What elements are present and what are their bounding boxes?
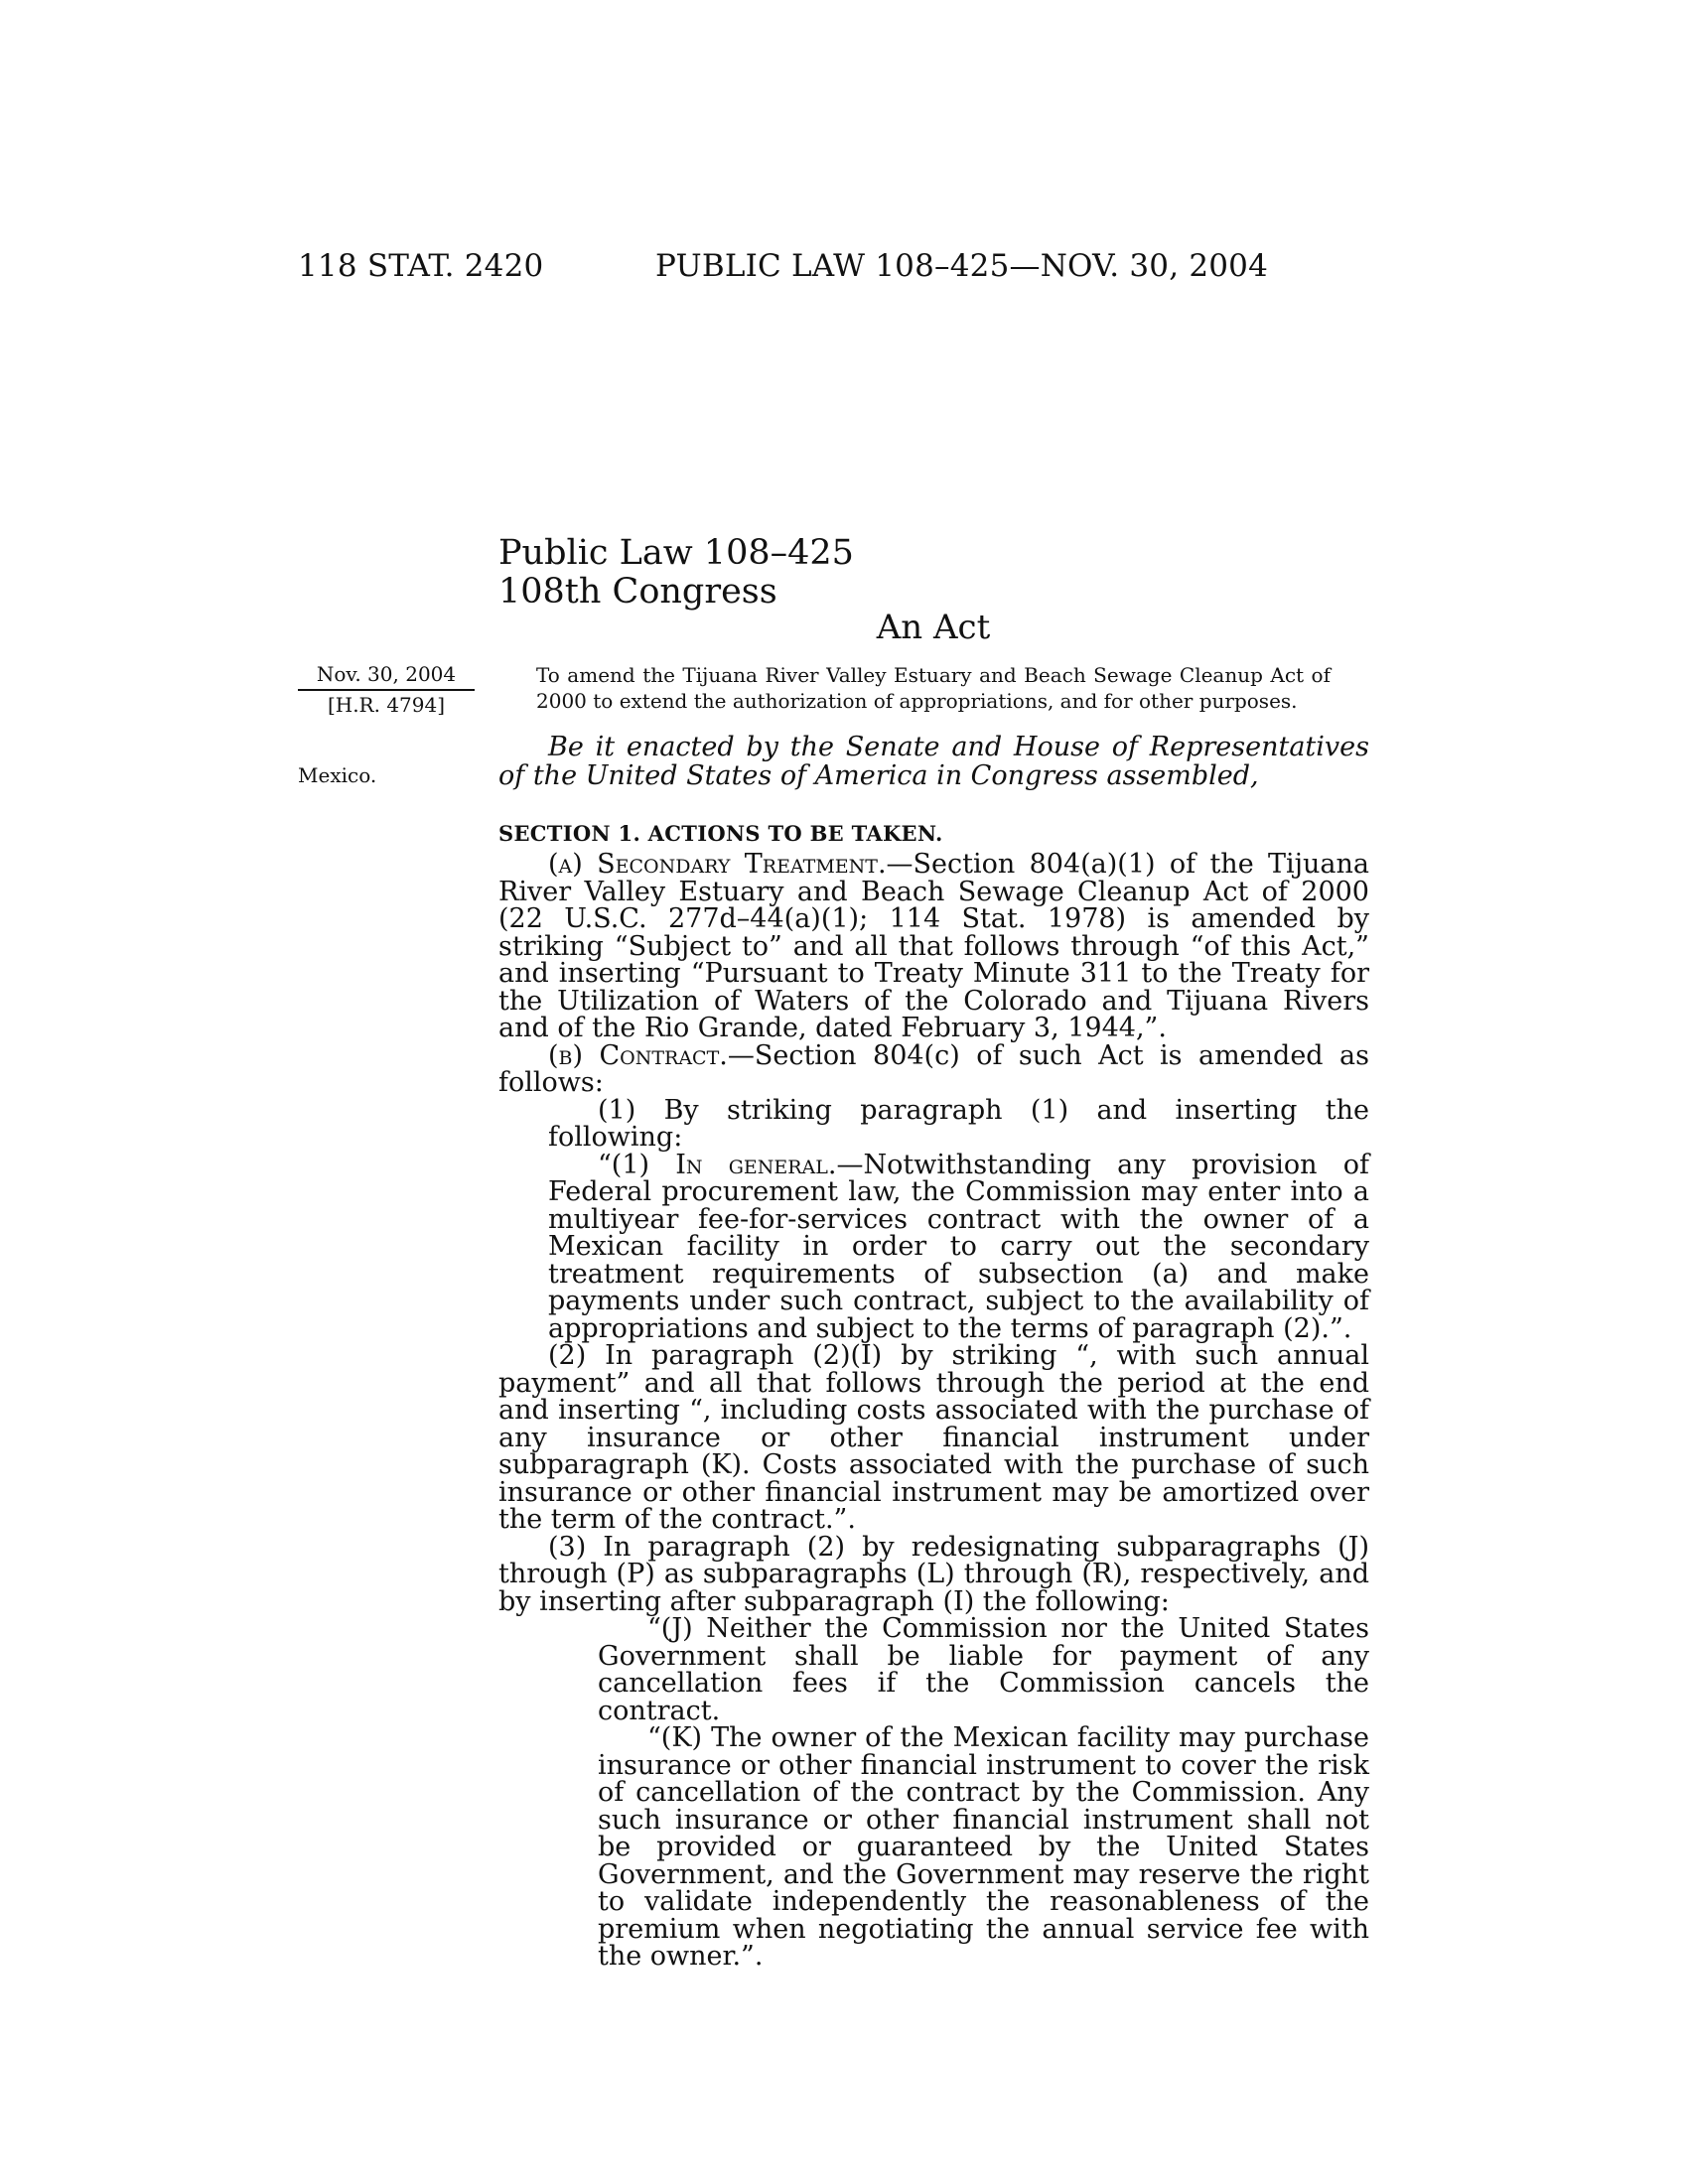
law-title-block xyxy=(498,534,854,612)
subsection-a xyxy=(498,851,1369,1042)
margin-note-mexico: Mexico. xyxy=(298,763,377,787)
subsection-b-heading: (b) Contract. xyxy=(548,1039,728,1071)
quoted-subparagraph-k: “(K) The owner of the Mexican facility may purchase insurance or other financial instrument to cover the risk of cancellation of the contract by the Commission. Any such insurance or other financial instrument shall not be provided or guaranteed by the United States Government, and the Government may reserve the right to validate independently the reasonableness of the premium when negotiating the annual service fee with the owner.”. xyxy=(598,1722,1369,1972)
margin-date: Nov. 30, 2004 xyxy=(316,662,457,686)
section-body xyxy=(498,851,1369,1971)
quoted-paragraph-1 xyxy=(498,1149,1369,1344)
margin-bill-number: [H.R. 4794] xyxy=(327,693,446,717)
quoted-paragraph-1-text: —Notwithstanding any provision of Federal procurement law, the Commission may enter into a multiyear fee-for-services contract with the owner of a Mexican facility in order to carry out the secondary treatment requirements of subsection (a) and make payments under such contract, subject to the availability of appropriations and subject to the terms of paragraph (2).”. xyxy=(548,1149,1369,1344)
an-act-heading: An Act xyxy=(876,608,991,647)
stat-page-number: 118 STAT. 2420 xyxy=(298,248,544,284)
law-number: Public Law 108–425 xyxy=(498,533,854,573)
congress-number: 108th Congress xyxy=(498,572,777,612)
margin-divider xyxy=(298,689,475,691)
subsection-a-text: —Section 804(a)(1) of the Tijuana River Valley Estuary and Beach Sewage Cleanup Act of 2000 (22 U.S.C. 277d–44(a)(1); 114 Stat. 1978) is amended by striking “Subject to” and all that follows through “of this Act,” and inserting “Pursuant to Treaty Minute 311 to the Treaty for the Utilization of Waters of the Colorado and Tijuana Rivers and of the Rio Grande, dated February 3, 1944,”. xyxy=(498,849,1369,1043)
quoted-subparagraph-j: “(J) Neither the Commission nor the United States Government shall be liable for payment of any cancellation fees if the Commission cancels the contract. xyxy=(598,1613,1369,1726)
long-title: To amend the Tijuana River Valley Estuary and Beach Sewage Cleanup Act of 2000 to extend the authorization of appropriations, and for other purposes. xyxy=(536,663,1331,713)
subsection-b-text: —Section 804(c) of such Act is amended as follows: xyxy=(498,1039,1370,1098)
enacting-clause: Be it enacted by the Senate and House of Representatives of the United States of America in Congress assembled, xyxy=(498,732,1369,791)
running-head: PUBLIC LAW 108–425—NOV. 30, 2004 xyxy=(655,248,1269,284)
paragraph-3: (3) In paragraph (2) by redesignating subparagraphs (J) through (P) as subparagraphs (L) through (R), respectively, and by inserting after subparagraph (I) the following: xyxy=(498,1531,1369,1617)
subsection-a-heading: (a) Secondary Treatment. xyxy=(548,849,887,880)
quoted-paragraph-1-heading: “(1) In general. xyxy=(598,1149,837,1180)
paragraph-2: (2) In paragraph (2)(I) by striking “, with such annual payment” and all that follows through the period at the end and inserting “, including costs associated with the purchase of any insurance or other financial instrument under subparagraph (K). Costs associated with the purchase of such insurance or other financial instrument may be amortized over the term of the contract.”. xyxy=(498,1340,1369,1535)
subsection-b xyxy=(498,1039,1370,1098)
section-heading: SECTION 1. ACTIONS TO BE TAKEN. xyxy=(498,821,943,846)
paragraph-1: (1) By striking paragraph (1) and inserting the following: xyxy=(548,1094,1369,1153)
